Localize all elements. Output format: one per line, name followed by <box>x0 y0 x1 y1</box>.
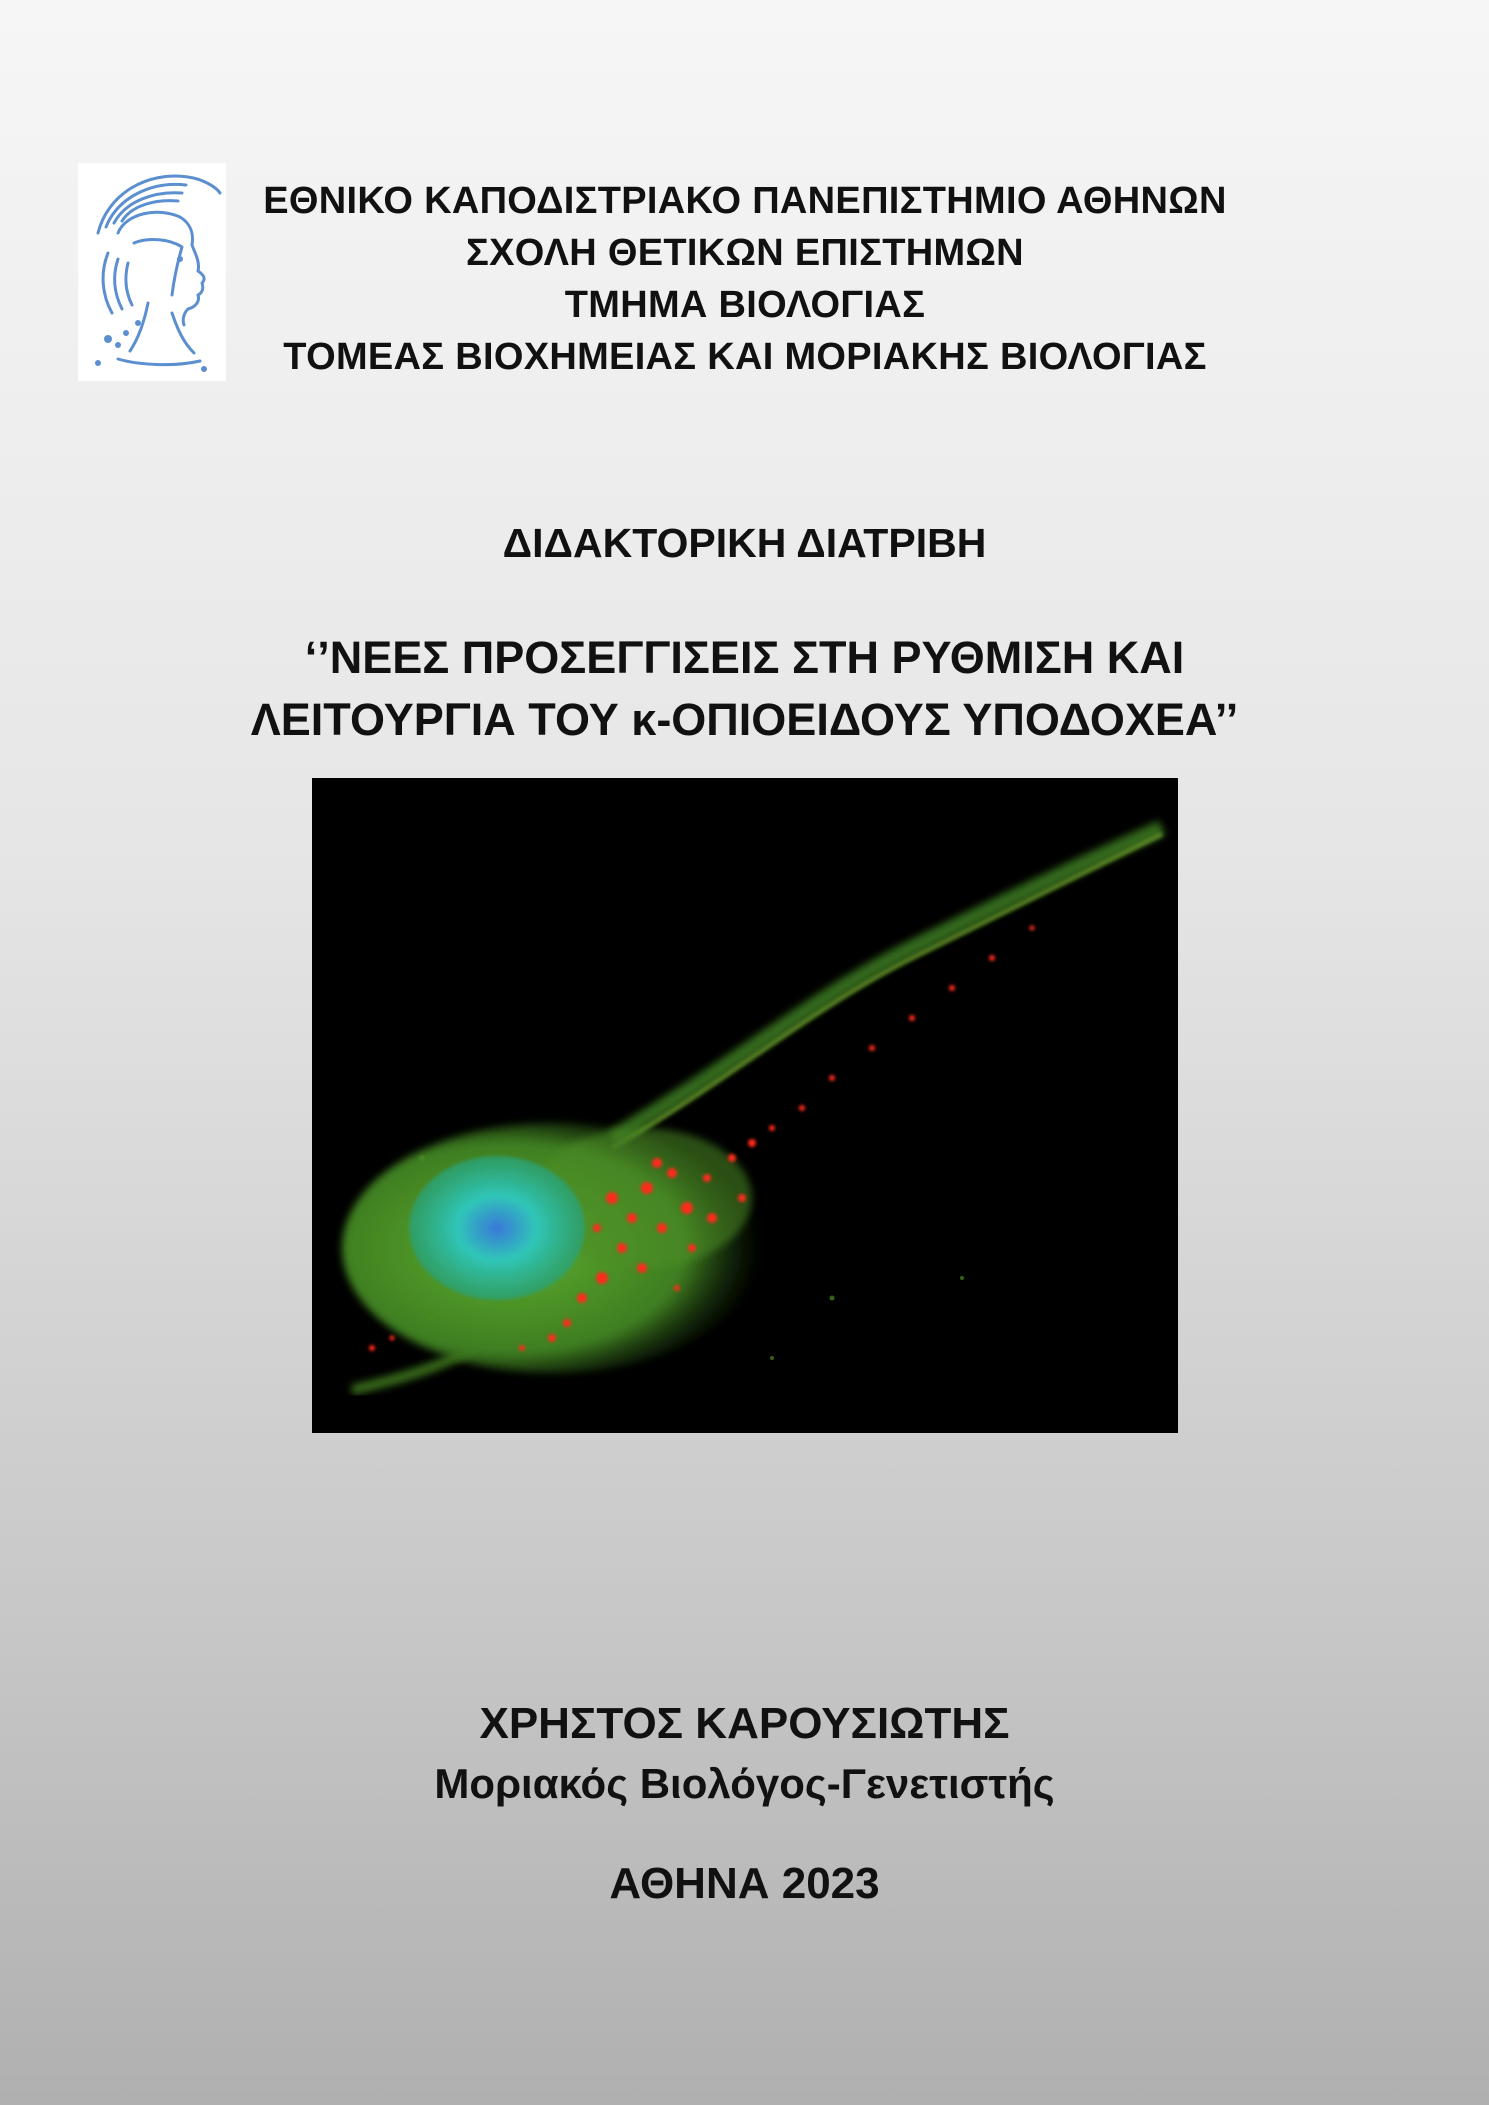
thesis-title-line-1: ‘’ΝΕΕΣ ΠΡΟΣΕΓΓΙΣΕΙΣ ΣΤΗ ΡΥΘΜΙΣΗ ΚΑΙ <box>304 632 1185 683</box>
school-name: ΣΧΟΛΗ ΘΕΤΙΚΩΝ ΕΠΙΣΤΗΜΩΝ <box>466 232 1024 274</box>
fluorescence-cell-micrograph-icon <box>312 778 1178 1433</box>
university-header <box>230 175 1260 383</box>
university-name: ΕΘΝΙΚΟ ΚΑΠΟΔΙΣΤΡΙΑΚΟ ΠΑΝΕΠΙΣΤΗΜΙΟ ΑΘΗΝΩΝ <box>263 180 1227 222</box>
author-name: ΧΡΗΣΤΟΣ ΚΑΡΟΥΣΙΩΤΗΣ <box>479 1699 1010 1748</box>
university-logo <box>78 163 226 381</box>
section-name: ΤΟΜΕΑΣ ΒΙΟΧΗΜΕΙΑΣ ΚΑΙ ΜΟΡΙΑΚΗΣ ΒΙΟΛΟΓΙΑΣ <box>283 336 1207 378</box>
cover-image <box>312 778 1178 1433</box>
department-name: ΤΜΗΜΑ ΒΙΟΛΟΓΙΑΣ <box>564 284 926 326</box>
thesis-title-line-2: ΛΕΙΤΟΥΡΓΙΑ ΤΟΥ κ-ΟΠΙΟΕΙΔΟΥΣ ΥΠΟΔΟΧΕΑ’’ <box>250 694 1239 745</box>
place-year: ΑΘΗΝΑ 2023 <box>609 1859 880 1908</box>
document-type: ΔΙΔΑΚΤΟΡΙΚΗ ΔΙΑΤΡΙΒΗ <box>502 520 987 566</box>
author-role: Μοριακός Βιολόγος-Γενετιστής <box>434 1760 1055 1807</box>
athena-helmet-logo-icon <box>78 163 226 381</box>
author-block <box>0 1693 1489 1813</box>
thesis-title <box>0 627 1489 751</box>
